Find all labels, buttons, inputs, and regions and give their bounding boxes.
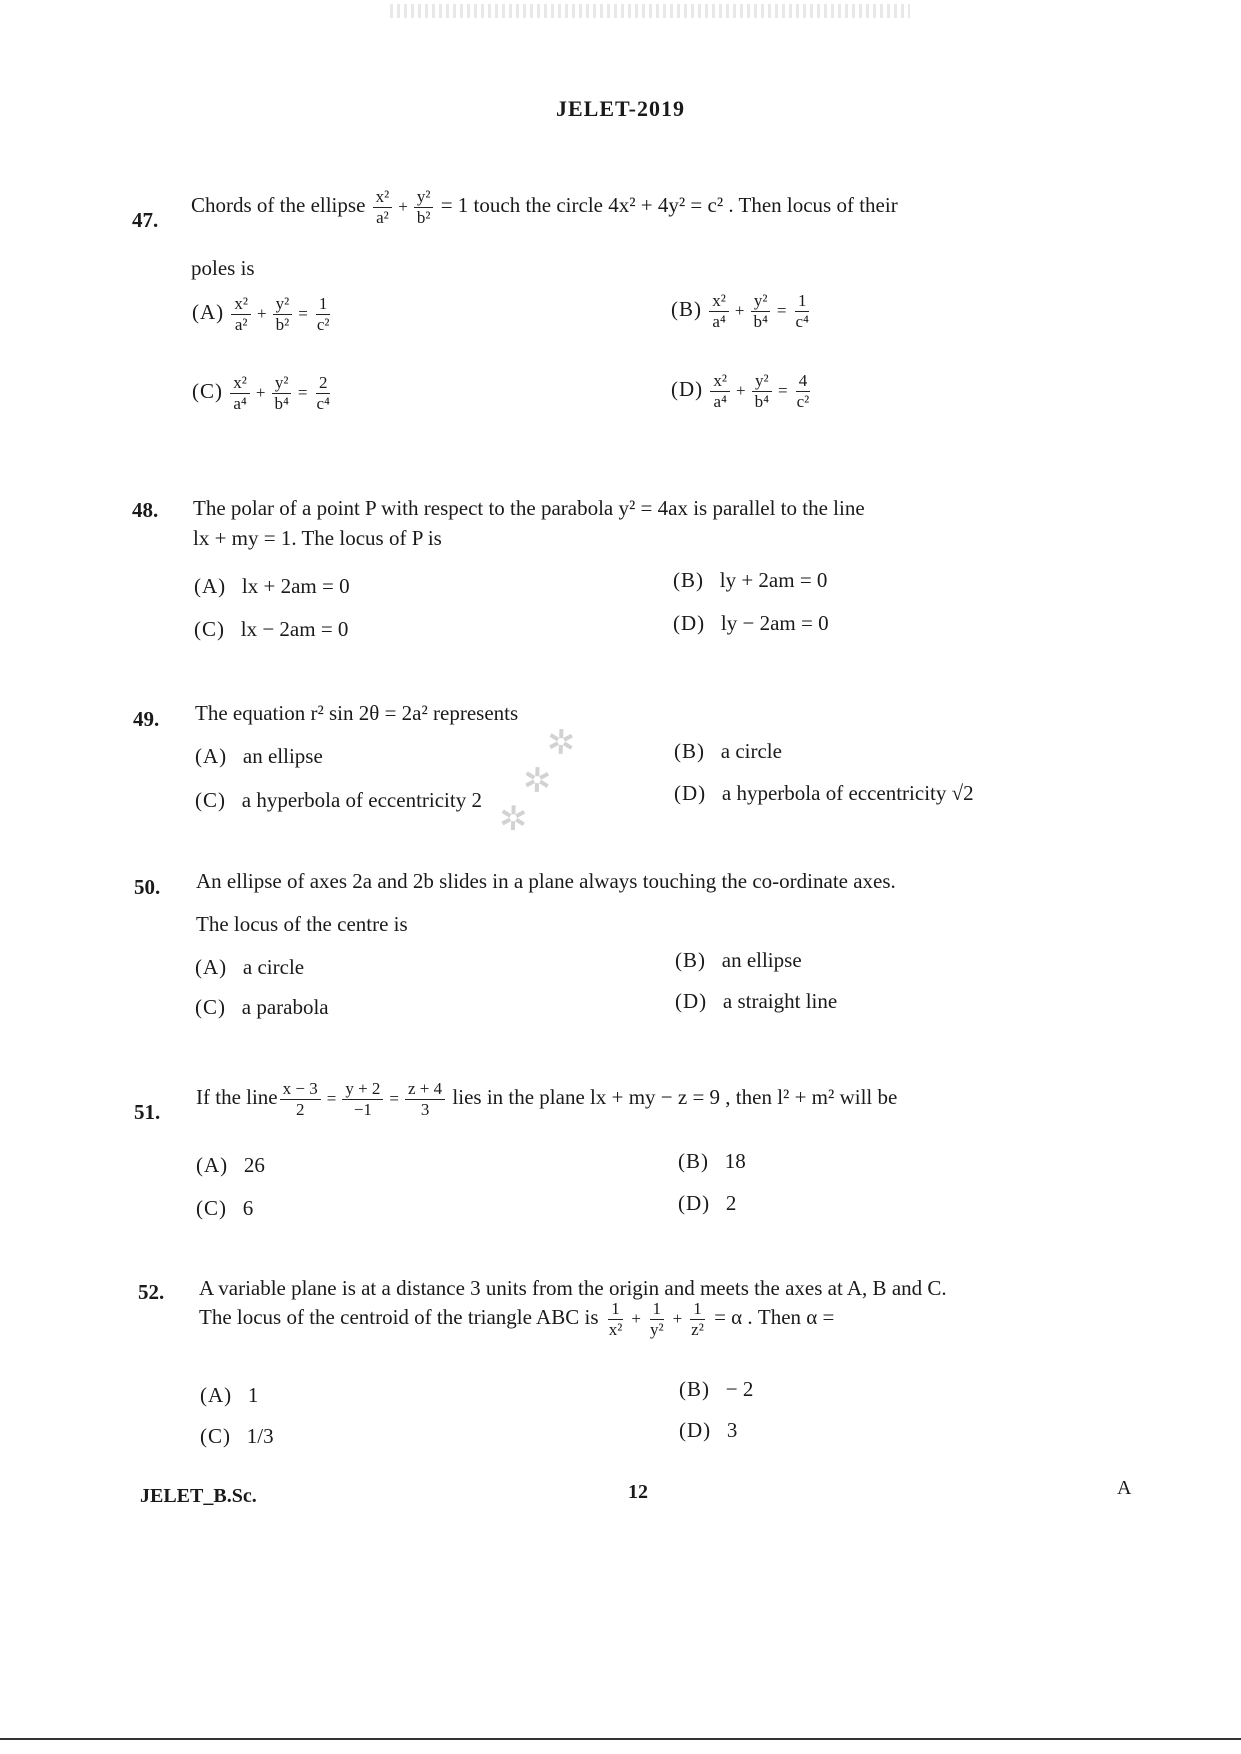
option-c[interactable]: (C) 6: [196, 1196, 254, 1220]
question-number: 49.: [133, 707, 160, 731]
fraction: $\frac{\text{x²}}{\text{a⁴}}$: [710, 372, 730, 411]
bottom-rule: [0, 1738, 1241, 1740]
stem-text: The locus of the centroid of the triangle ABC is: [199, 1305, 599, 1330]
fraction: $\frac{1}{\text{c²}}$: [316, 294, 330, 334]
scan-noise: [390, 4, 910, 18]
stem-text: lies in the plane lx + my − z = 9 , then l² + m² will be: [452, 1085, 898, 1110]
stem-text: = α . Then α =: [714, 1305, 835, 1330]
stem-text: A variable plane is at a distance 3 units from the origin and meets the axes at A, B and C.: [199, 1276, 947, 1300]
question-number: 50.: [134, 875, 161, 899]
stem-text: The locus of the centre is: [196, 912, 408, 936]
option-b[interactable]: (B) $\frac{\text{x²}}{\text{a⁴}}$ + $\frac{\text{y²}}{\text{b⁴}}$ = $\frac{1}{\text{c⁴}}$: [671, 292, 814, 331]
option-d[interactable]: (D) a straight line: [675, 989, 838, 1013]
fraction: $\frac{\text{y²}}{\text{b²}}$: [273, 295, 293, 334]
fraction: $\frac{\text{x²}}{\text{a⁴}}$: [709, 292, 729, 331]
option-b[interactable]: (B) − 2: [679, 1377, 754, 1401]
booklet-set: A: [1117, 1477, 1132, 1499]
fraction: $\frac{x - 3}{2}$: [280, 1080, 321, 1119]
fraction: $\frac{z + 4}{3}$: [405, 1080, 445, 1119]
option-d[interactable]: (D) 2: [678, 1191, 737, 1215]
stem-text: poles is: [191, 256, 255, 280]
fraction: $\frac{y + 2}{-1}$: [342, 1080, 383, 1119]
option-c[interactable]: (C) a parabola: [195, 995, 329, 1019]
fraction: $\frac{\text{y²}}{\text{b²}}$: [414, 188, 434, 227]
stem-text: Chords of the ellipse: [191, 193, 366, 218]
fraction: $\frac{1}{\text{c⁴}}$: [795, 291, 809, 331]
option-d[interactable]: (D) 3: [679, 1418, 738, 1442]
option-a[interactable]: (A) 26: [196, 1153, 265, 1177]
option-d[interactable]: (D) a hyperbola of eccentricity √2: [674, 781, 974, 805]
page-number: 12: [628, 1481, 648, 1503]
question-number: 47.: [132, 208, 159, 232]
fraction: $\frac{\text{x²}}{\text{a⁴}}$: [230, 374, 250, 413]
option-a[interactable]: (A) 1: [200, 1383, 259, 1407]
stem-text: lx + my = 1. The locus of P is: [193, 526, 442, 550]
option-d[interactable]: (D) ly − 2am = 0: [673, 611, 829, 635]
question-number: 48.: [132, 498, 159, 522]
question-number: 52.: [138, 1280, 165, 1304]
fraction: $\frac{4}{\text{c²}}$: [796, 371, 810, 411]
question-stem: If the line $\frac{x - 3}{2}$ = $\frac{y + 2}{-1}$ = $\frac{z + 4}{3}$ lies in the plane lx + my − z = 9 , then l² + m² will be: [196, 1079, 898, 1119]
option-c[interactable]: (C) lx − 2am = 0: [194, 617, 349, 641]
fraction: $\frac{\text{x²}}{\text{a²}}$: [231, 295, 251, 334]
option-d[interactable]: (D) $\frac{\text{x²}}{\text{a⁴}}$ + $\frac{\text{y²}}{\text{b⁴}}$ = $\frac{4}{\text{c²}}$: [671, 372, 814, 411]
fraction: $\frac{2}{\text{c⁴}}$: [316, 373, 330, 413]
option-b[interactable]: (B) 18: [678, 1149, 746, 1173]
watermark-stamp: ✲ ✲ ✲: [491, 717, 588, 841]
option-b[interactable]: (B) a circle: [674, 739, 782, 763]
fraction: $\frac{1}{\text{z²}}$: [691, 1299, 704, 1339]
option-c[interactable]: (C) 1/3: [200, 1424, 274, 1448]
stem-text: = 1 touch the circle 4x² + 4y² = c² . Then locus of their: [440, 193, 898, 218]
option-a[interactable]: (A) lx + 2am = 0: [194, 574, 350, 598]
question-number: 51.: [134, 1100, 161, 1124]
stem-text: The polar of a point P with respect to the parabola y² = 4ax is parallel to the line: [193, 496, 865, 520]
fraction: $\frac{\text{y²}}{\text{b⁴}}$: [752, 372, 772, 411]
fraction: $\frac{\text{y²}}{\text{b⁴}}$: [271, 374, 291, 413]
fraction: $\frac{1}{\text{x²}}$: [608, 1299, 623, 1339]
stem-text: The equation r² sin 2θ = 2a² represents: [195, 701, 519, 725]
stem-text: If the line: [196, 1085, 278, 1110]
option-c[interactable]: (C) $\frac{\text{x²}}{\text{a⁴}}$ + $\frac{\text{y²}}{\text{b⁴}}$ = $\frac{2}{\text{c⁴}}$: [192, 374, 335, 413]
page-header: JELET-2019: [555, 96, 685, 121]
fraction: $\frac{\text{x²}}{\text{a²}}$: [373, 188, 393, 227]
footer-exam-code: JELET_B.Sc.: [140, 1485, 257, 1507]
fraction: $\frac{\text{y²}}{\text{b⁴}}$: [750, 292, 770, 331]
stem-text: An ellipse of axes 2a and 2b slides in a plane always touching the co-ordinate axes.: [196, 869, 896, 893]
option-a[interactable]: (A) a circle: [195, 955, 305, 979]
fraction: $\frac{1}{\text{y²}}$: [649, 1299, 664, 1339]
question-stem: The locus of the centroid of the triangle ABC is $\frac{1}{\text{x²}}$ + $\frac{1}{\text{y²}}$ + $\frac{1}{\text{z²}}$ = α . Then α =: [199, 1299, 835, 1339]
option-a[interactable]: (A) an ellipse: [195, 744, 323, 768]
option-b[interactable]: (B) ly + 2am = 0: [673, 568, 828, 592]
option-c[interactable]: (C) a hyperbola of eccentricity 2: [195, 788, 482, 812]
option-a[interactable]: (A) $\frac{\text{x²}}{\text{a²}}$ + $\frac{\text{y²}}{\text{b²}}$ = $\frac{1}{\text{c²}}$: [192, 295, 334, 334]
option-b[interactable]: (B) an ellipse: [675, 948, 802, 972]
question-stem: Chords of the ellipse $\frac{\text{x²}}{\text{a²}}$ + $\frac{\text{y²}}{\text{b²}}$ = 1 touch the circle 4x² + 4y² = c² . Then locus of their: [191, 187, 898, 227]
